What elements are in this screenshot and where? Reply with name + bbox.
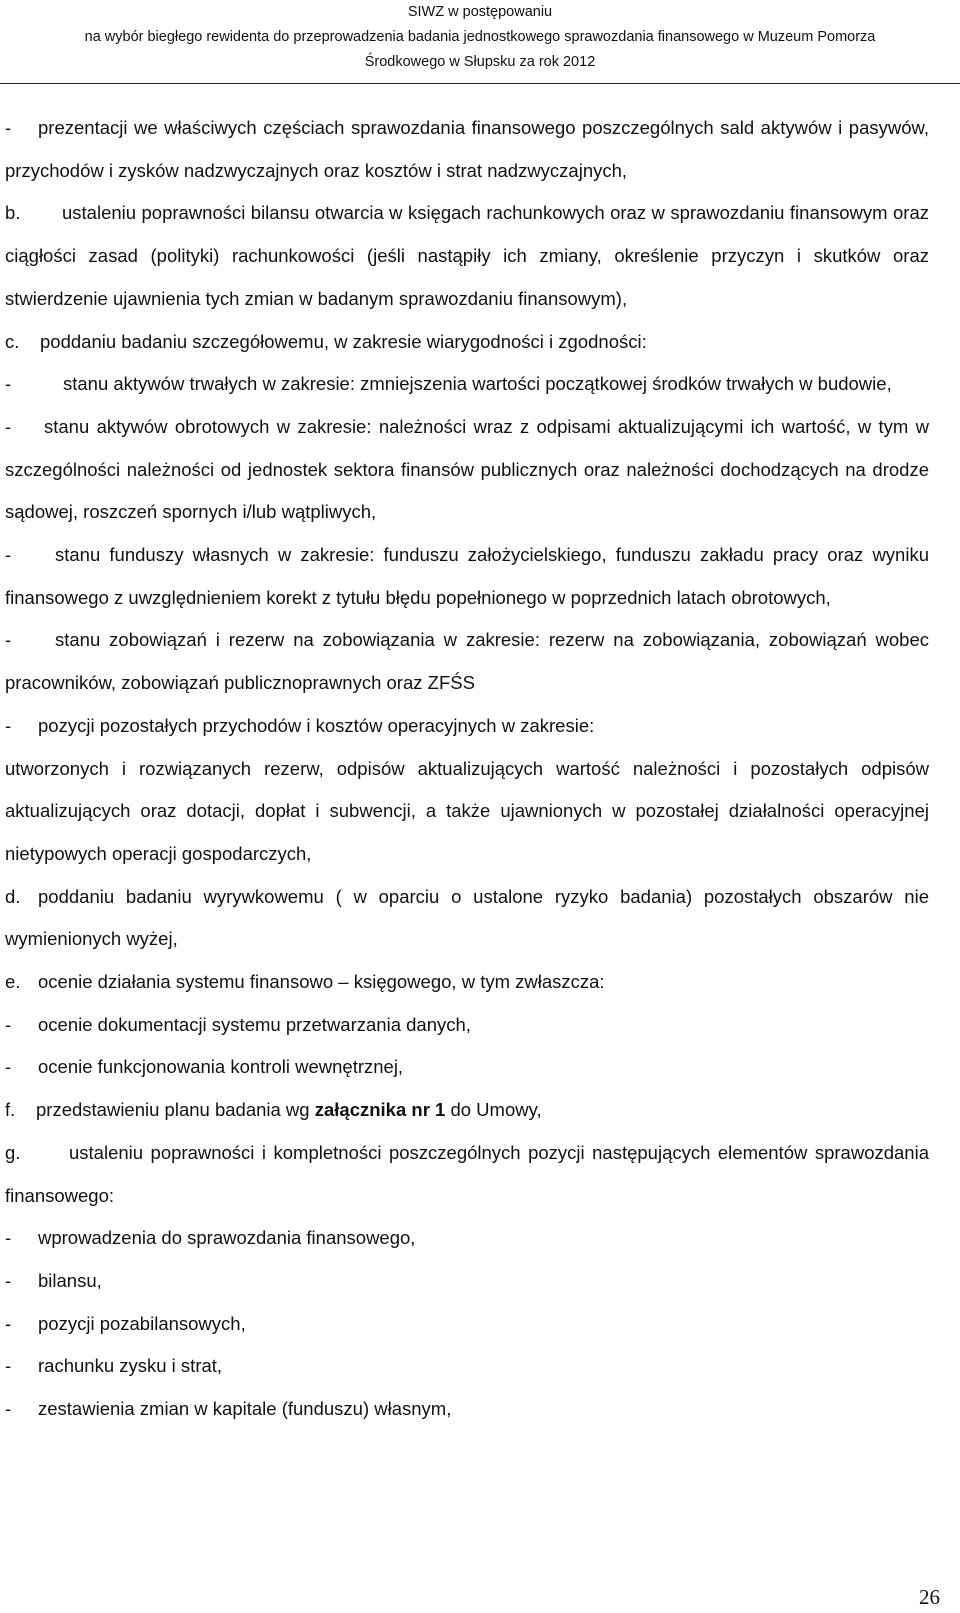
document-header	[0, 0, 960, 75]
header-line-1: SIWZ w postępowaniu	[407, 4, 553, 20]
list-marker: e.	[5, 971, 21, 993]
list-marker: -	[5, 415, 12, 437]
paragraph-item-d	[5, 876, 929, 961]
paragraph-dash-aktywa-trwale	[5, 363, 929, 406]
list-marker: -	[5, 1269, 12, 1291]
list-marker: -	[5, 1227, 12, 1249]
paragraph-text: prezentacji we właściwych częściach sprawozdania finansowego poszczególnych sald aktywów i pasywów, przychodów i zysków nadzwyczajnych oraz kosztów i strat nadzwyczajnych,	[5, 117, 929, 181]
paragraph-rezerwy	[5, 748, 929, 876]
paragraph-text: ocenie funkcjonowania kontroli wewnętrznej,	[38, 1056, 404, 1078]
paragraph-dash-rachunek	[5, 1345, 929, 1388]
paragraph-dash-pozabilansowe	[5, 1303, 929, 1346]
list-marker: c.	[5, 330, 20, 352]
paragraph-text: wprowadzenia do sprawozdania finansowego,	[38, 1227, 416, 1249]
paragraph-dash-dokumentacja	[5, 1004, 929, 1047]
page-number: 26	[919, 1585, 940, 1609]
paragraph-text: zestawienia zmian w kapitale (funduszu) własnym,	[38, 1398, 452, 1420]
paragraph-text: poddaniu badaniu wyrywkowemu ( w oparciu o ustalone ryzyko badania) pozostałych obszarów nie wymienionych wyżej,	[5, 885, 929, 950]
list-marker: -	[5, 117, 12, 138]
header-line-3: Środkowego w Słupsku za rok 2012	[364, 54, 596, 70]
paragraph-text: przedstawieniu planu badania wg	[36, 1099, 315, 1121]
paragraph-dash-kontrola	[5, 1046, 929, 1089]
document-body	[5, 107, 929, 1431]
list-marker: d.	[5, 885, 21, 907]
list-marker: -	[5, 373, 12, 395]
list-marker: -	[5, 1312, 12, 1334]
list-marker: -	[5, 1398, 12, 1420]
paragraph-text: rachunku zysku i strat,	[38, 1355, 223, 1377]
paragraph-dash-zobowiazania	[5, 619, 929, 704]
paragraph-text: ustaleniu poprawności i kompletności poszczególnych pozycji następujących elementów sprawozdania finansowego:	[5, 1141, 929, 1206]
paragraph-item-b	[5, 192, 929, 320]
paragraph-item-g	[5, 1132, 929, 1217]
paragraph-dash-bilans	[5, 1260, 929, 1303]
paragraph-text: do Umowy,	[445, 1099, 542, 1121]
paragraph-item-f	[5, 1089, 929, 1132]
paragraph-dash-fundusze	[5, 534, 929, 619]
list-marker: g.	[5, 1141, 21, 1163]
paragraph-text: stanu zobowiązań i rezerw na zobowiązania w zakresie: rezerw na zobowiązania, zobowiązań wobec pracowników, zobowiązań publicznoprawnych oraz ZFŚS	[5, 629, 929, 694]
paragraph-dash-aktywa-obrotowe	[5, 406, 929, 534]
list-marker: b.	[5, 202, 21, 224]
paragraph-dash-przychody	[5, 705, 929, 748]
paragraph-text: stanu funduszy własnych w zakresie: funduszu założycielskiego, funduszu zakładu pracy oraz wyniku finansowego z uwzględnieniem korekt z tytułu błędu popełnionego w poprzednich latach obrotowych,	[5, 544, 929, 608]
list-marker: -	[5, 629, 12, 651]
list-marker: -	[5, 544, 12, 566]
paragraph-text: stanu aktywów trwałych w zakresie: zmniejszenia wartości początkowej środków trwałych w budowie,	[63, 373, 892, 395]
paragraph-dash-wprowadzenie	[5, 1217, 929, 1260]
list-marker: -	[5, 1013, 12, 1035]
paragraph-text: bilansu,	[38, 1269, 102, 1291]
attachment-reference: załącznika nr 1	[314, 1099, 446, 1121]
paragraph-item-c	[5, 321, 929, 364]
paragraph-text: pozycji pozabilansowych,	[38, 1312, 246, 1334]
paragraph-text: stanu aktywów obrotowych w zakresie: należności wraz z odpisami aktualizującymi ich wartość, w tym w szczególności należności od jednostek sektora finansów publicznych oraz należności dochodzących na drodze sądowej, roszczeń spornych i/lub wątpliwych,	[5, 415, 929, 523]
header-line-2: na wybór biegłego rewidenta do przeprowadzenia badania jednostkowego sprawozdania finansowego w Muzeum Pomorza	[84, 29, 876, 45]
list-marker: -	[5, 714, 12, 736]
paragraph-text: ocenie działania systemu finansowo – księgowego, w tym zwłaszcza:	[38, 971, 605, 993]
paragraph-text: poddaniu badaniu szczegółowemu, w zakresie wiarygodności i zgodności:	[40, 330, 647, 352]
paragraph-text: utworzonych i rozwiązanych rezerw, odpisów aktualizujących wartość należności i pozostałych odpisów aktualizujących oraz dotacji, dopłat i subwencji, a także ujawnionych w pozostałej działalności operacyjnej nietypowych operacji gospodarczych,	[5, 757, 929, 864]
paragraph-text: pozycji pozostałych przychodów i kosztów operacyjnych w zakresie:	[38, 714, 595, 736]
list-marker: -	[5, 1355, 12, 1377]
paragraph-text: ocenie dokumentacji systemu przetwarzania danych,	[38, 1013, 471, 1035]
list-marker: f.	[5, 1099, 16, 1121]
header-divider	[0, 83, 960, 84]
paragraph-item-e	[5, 961, 929, 1004]
list-marker: -	[5, 1056, 12, 1078]
paragraph-dash-zestawienie	[5, 1388, 929, 1431]
paragraph-text: ustaleniu poprawności bilansu otwarcia w księgach rachunkowych oraz w sprawozdaniu finansowym oraz ciągłości zasad (polityki) rachunkowości (jeśli nastąpiły ich zmiany, określenie przyczyn i skutków oraz stwierdzenie ujawnienia tych zmian w badanym sprawozdaniu finansowym),	[5, 202, 929, 309]
paragraph-dash-prezentacji	[5, 107, 929, 192]
